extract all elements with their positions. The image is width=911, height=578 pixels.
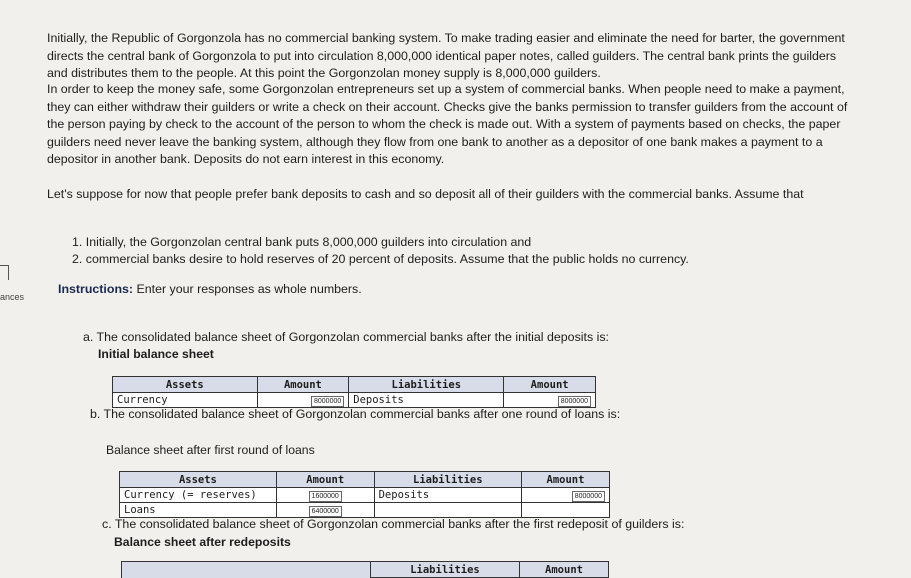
asset-amount-cell bbox=[276, 488, 374, 503]
instructions-text: Enter your responses as whole numbers. bbox=[133, 282, 362, 296]
col-assets: Assets bbox=[113, 377, 258, 393]
left-edge-fragment: ances bbox=[0, 292, 25, 302]
assumptions-list bbox=[72, 234, 862, 268]
first-round-balance-sheet-title: Balance sheet after first round of loans bbox=[106, 443, 315, 457]
table-row bbox=[120, 488, 610, 503]
assumption-item: 1. Initially, the Gorgonzolan central bank puts 8,000,000 guilders into circulation and bbox=[72, 235, 532, 249]
question-a: a. The consolidated balance sheet of Gorgonzolan commercial banks after the initial deposits is: bbox=[83, 330, 609, 344]
intro-paragraph-3: Let's suppose for now that people prefer bank deposits to cash and so deposit all of their guilders with the commercial banks. Assume that bbox=[47, 187, 804, 201]
question-b: b. The consolidated balance sheet of Gorgonzolan commercial banks after one round of loans is: bbox=[90, 407, 621, 421]
deposits-amount-input[interactable]: 8000000 bbox=[572, 491, 605, 502]
liability-label bbox=[374, 503, 521, 518]
instructions-label: Instructions: bbox=[58, 282, 134, 296]
instructions bbox=[58, 282, 362, 296]
col-liabilities: Liabilities bbox=[374, 472, 521, 488]
deposits-amount-input[interactable]: 8000000 bbox=[558, 396, 591, 407]
col-amount: Amount bbox=[257, 377, 349, 393]
liability-amount-cell bbox=[521, 488, 609, 503]
liability-amount-cell bbox=[521, 503, 609, 518]
table-row bbox=[120, 503, 610, 518]
initial-balance-sheet bbox=[112, 376, 596, 408]
col-liabilities: Liabilities bbox=[371, 562, 520, 578]
asset-amount-cell bbox=[257, 393, 349, 408]
col-amount: Amount bbox=[521, 472, 609, 488]
liability-label: Deposits bbox=[374, 488, 521, 503]
table-row bbox=[113, 393, 596, 408]
asset-label: Currency bbox=[113, 393, 258, 408]
col-amount: Amount bbox=[504, 377, 596, 393]
col-blank bbox=[122, 562, 371, 578]
assumption-item: 2. commercial banks desire to hold reserves of 20 percent of deposits. Assume that the public holds no currency. bbox=[72, 252, 689, 266]
asset-amount-cell bbox=[276, 503, 374, 518]
currency-amount-input[interactable]: 8000000 bbox=[311, 396, 344, 407]
asset-label: Loans bbox=[120, 503, 277, 518]
liability-label: Deposits bbox=[349, 393, 504, 408]
redeposit-balance-sheet bbox=[121, 561, 609, 578]
loans-amount-input[interactable]: 6400000 bbox=[309, 506, 342, 517]
first-round-balance-sheet bbox=[119, 471, 610, 518]
initial-balance-sheet-title: Initial balance sheet bbox=[98, 347, 214, 361]
question-c: c. The consolidated balance sheet of Gorgonzolan commercial banks after the first redeposit of guilders is: bbox=[102, 517, 685, 531]
col-amount: Amount bbox=[276, 472, 374, 488]
intro-paragraph-2: In order to keep the money safe, some Gorgonzolan entrepreneurs set up a system of commercial banks. When people need to make a payment, they can either withdraw their guilders or write a check on their account. Checks give the banks permission to transfer guilders from the account of the person paying by check to the account of the person to whom the check is made out. With a system of payments based on checks, the paper guilders need never leave the banking system, although they flow from one bank to another as a depositor of one bank makes a payment to a depositor in another bank. Deposits do not earn interest in this economy. bbox=[47, 82, 848, 167]
col-liabilities: Liabilities bbox=[349, 377, 504, 393]
liability-amount-cell bbox=[504, 393, 596, 408]
asset-label: Currency (= reserves) bbox=[120, 488, 277, 503]
col-assets: Assets bbox=[120, 472, 277, 488]
left-edge-marker bbox=[0, 265, 9, 280]
intro-paragraph-1: Initially, the Republic of Gorgonzola has no commercial banking system. To make trading easier and eliminate the need for barter, the government directs the central bank of Gorgonzola to put into circulation 8,000,000 identical paper notes, called guilders. The central bank prints the guilders and distributes them to the people. At this point the Gorgonzolan money supply is 8,000,000 guilders. bbox=[47, 31, 845, 81]
reserves-amount-input[interactable]: 1600000 bbox=[309, 491, 342, 502]
col-amount: Amount bbox=[520, 562, 609, 578]
redeposit-balance-sheet-title: Balance sheet after redeposits bbox=[114, 535, 291, 549]
